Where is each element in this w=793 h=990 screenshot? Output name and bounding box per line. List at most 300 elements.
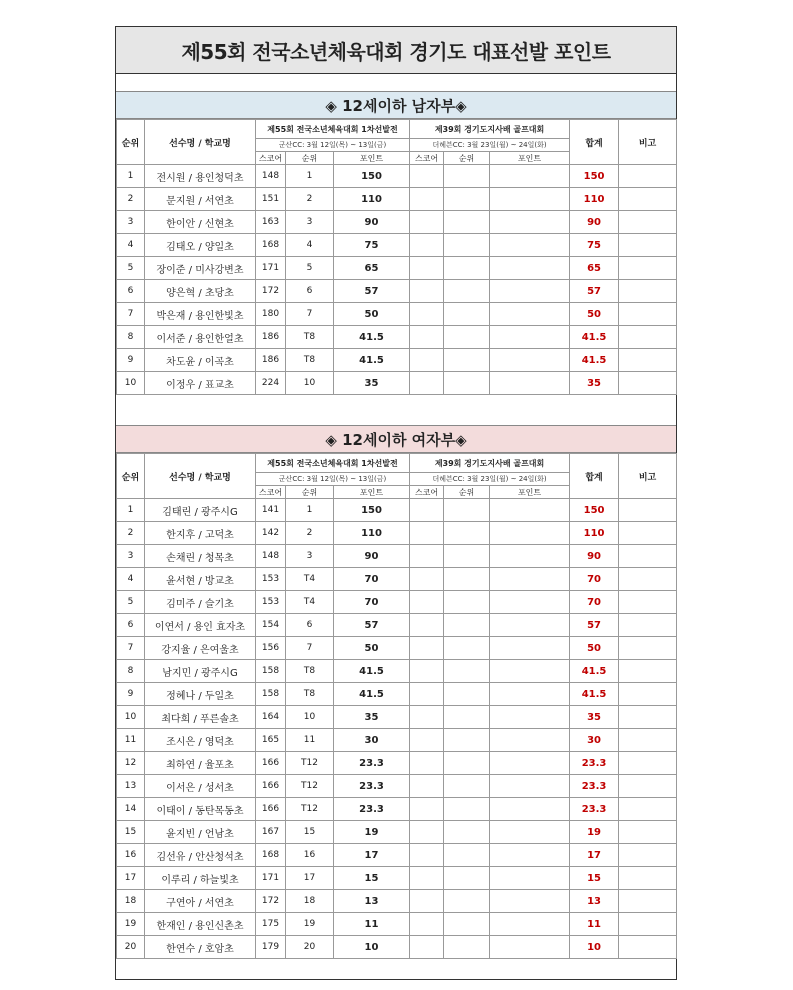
total-cell: 150 bbox=[570, 499, 619, 522]
player-name-cell: 장이준 / 미사강변초 bbox=[145, 257, 256, 280]
table-row bbox=[117, 349, 677, 372]
score-cell: 166 bbox=[256, 798, 286, 821]
points2-cell bbox=[490, 499, 570, 522]
points-cell: 35 bbox=[334, 706, 410, 729]
place2-cell bbox=[444, 257, 490, 280]
points-cell: 23.3 bbox=[334, 752, 410, 775]
note-cell bbox=[619, 280, 677, 303]
place-cell: 11 bbox=[286, 729, 334, 752]
place2-cell bbox=[444, 683, 490, 706]
points2-cell bbox=[490, 729, 570, 752]
points-cell: 65 bbox=[334, 257, 410, 280]
note-cell bbox=[619, 867, 677, 890]
total-cell: 30 bbox=[570, 729, 619, 752]
score2-cell bbox=[410, 890, 444, 913]
points2-cell bbox=[490, 660, 570, 683]
place2-cell bbox=[444, 936, 490, 959]
total-cell: 57 bbox=[570, 280, 619, 303]
points2-cell bbox=[490, 752, 570, 775]
place2-cell bbox=[444, 775, 490, 798]
place2-cell bbox=[444, 499, 490, 522]
note-cell bbox=[619, 165, 677, 188]
place2-cell bbox=[444, 821, 490, 844]
place-cell: 7 bbox=[286, 303, 334, 326]
points-cell: 75 bbox=[334, 234, 410, 257]
note-cell bbox=[619, 913, 677, 936]
table-row bbox=[117, 867, 677, 890]
table-row bbox=[117, 257, 677, 280]
score-header: 스코어 bbox=[256, 486, 286, 499]
place-cell: T12 bbox=[286, 775, 334, 798]
score2-cell bbox=[410, 165, 444, 188]
note-cell bbox=[619, 349, 677, 372]
table-row bbox=[117, 936, 677, 959]
boys-table-body bbox=[117, 165, 677, 395]
rank-cell: 14 bbox=[117, 798, 145, 821]
rank-cell: 7 bbox=[117, 303, 145, 326]
score-cell: 171 bbox=[256, 867, 286, 890]
points2-cell bbox=[490, 890, 570, 913]
rank-cell: 6 bbox=[117, 280, 145, 303]
score-cell: 168 bbox=[256, 844, 286, 867]
player-name-cell: 이연서 / 용인 효자초 bbox=[145, 614, 256, 637]
player-name-cell: 전시원 / 용인청덕초 bbox=[145, 165, 256, 188]
place-cell: 19 bbox=[286, 913, 334, 936]
place2-cell bbox=[444, 591, 490, 614]
rank-cell: 5 bbox=[117, 591, 145, 614]
player-name-cell: 김미주 / 슬기초 bbox=[145, 591, 256, 614]
place-cell: 3 bbox=[286, 545, 334, 568]
rank-cell: 7 bbox=[117, 637, 145, 660]
points2-cell bbox=[490, 326, 570, 349]
rank-cell: 2 bbox=[117, 522, 145, 545]
player-name-cell: 이정우 / 표교초 bbox=[145, 372, 256, 395]
score-cell: 142 bbox=[256, 522, 286, 545]
place2-cell bbox=[444, 165, 490, 188]
place2-cell bbox=[444, 188, 490, 211]
rank-cell: 11 bbox=[117, 729, 145, 752]
place2-cell bbox=[444, 372, 490, 395]
points2-cell bbox=[490, 683, 570, 706]
rank-cell: 3 bbox=[117, 545, 145, 568]
total-cell: 10 bbox=[570, 936, 619, 959]
player-name-cell: 김태린 / 광주시G bbox=[145, 499, 256, 522]
points2-cell bbox=[490, 913, 570, 936]
total-cell: 70 bbox=[570, 591, 619, 614]
score-cell: 179 bbox=[256, 936, 286, 959]
table-row bbox=[117, 637, 677, 660]
points2-cell bbox=[490, 372, 570, 395]
total-cell: 23.3 bbox=[570, 798, 619, 821]
event1-header: 제55회 전국소년체육대회 1차선발전 bbox=[256, 120, 410, 139]
player-name-cell: 조시은 / 영덕초 bbox=[145, 729, 256, 752]
score-header: 스코어 bbox=[256, 152, 286, 165]
girls-table bbox=[116, 453, 677, 959]
total-cell: 75 bbox=[570, 234, 619, 257]
player-name-cell: 문지원 / 서연초 bbox=[145, 188, 256, 211]
table-row bbox=[117, 890, 677, 913]
table-row bbox=[117, 303, 677, 326]
points-cell: 10 bbox=[334, 936, 410, 959]
points-cell: 41.5 bbox=[334, 660, 410, 683]
player-name-cell: 손채린 / 청목초 bbox=[145, 545, 256, 568]
points-cell: 23.3 bbox=[334, 775, 410, 798]
score2-cell bbox=[410, 545, 444, 568]
boys-section-heading: ◈ 12세이하 남자부◈ bbox=[116, 91, 676, 119]
score-cell: 153 bbox=[256, 568, 286, 591]
note-cell bbox=[619, 522, 677, 545]
player-name-cell: 차도윤 / 이곡초 bbox=[145, 349, 256, 372]
score2-cell bbox=[410, 821, 444, 844]
points-header: 포인트 bbox=[334, 152, 410, 165]
points-header: 포인트 bbox=[334, 486, 410, 499]
note-cell bbox=[619, 234, 677, 257]
note-cell bbox=[619, 752, 677, 775]
score2-cell bbox=[410, 936, 444, 959]
rank-cell: 4 bbox=[117, 568, 145, 591]
score2-cell bbox=[410, 326, 444, 349]
note-cell bbox=[619, 637, 677, 660]
table-row bbox=[117, 614, 677, 637]
score-cell: 175 bbox=[256, 913, 286, 936]
place2-cell bbox=[444, 326, 490, 349]
rank-cell: 4 bbox=[117, 234, 145, 257]
place-cell: 6 bbox=[286, 614, 334, 637]
note-cell bbox=[619, 936, 677, 959]
rank-cell: 5 bbox=[117, 257, 145, 280]
place2-cell bbox=[444, 545, 490, 568]
points2-cell bbox=[490, 614, 570, 637]
table-row bbox=[117, 729, 677, 752]
total-cell: 35 bbox=[570, 372, 619, 395]
note-cell bbox=[619, 257, 677, 280]
score2-cell bbox=[410, 637, 444, 660]
rank-cell: 12 bbox=[117, 752, 145, 775]
table-row bbox=[117, 913, 677, 936]
table-row bbox=[117, 844, 677, 867]
table-row bbox=[117, 683, 677, 706]
rank-cell: 6 bbox=[117, 614, 145, 637]
note-cell bbox=[619, 499, 677, 522]
boys-section bbox=[116, 91, 676, 395]
score2-cell bbox=[410, 372, 444, 395]
name-header: 선수명 / 학교명 bbox=[145, 120, 256, 165]
score2-cell bbox=[410, 706, 444, 729]
total-cell: 17 bbox=[570, 844, 619, 867]
points-cell: 150 bbox=[334, 165, 410, 188]
rank-cell: 20 bbox=[117, 936, 145, 959]
note-cell bbox=[619, 798, 677, 821]
total-cell: 50 bbox=[570, 637, 619, 660]
note-cell bbox=[619, 775, 677, 798]
score-cell: 180 bbox=[256, 303, 286, 326]
total-cell: 70 bbox=[570, 568, 619, 591]
event2-subheader: 더헤븐CC: 3월 23일(월) ~ 24일(화) bbox=[410, 139, 570, 152]
total-cell: 41.5 bbox=[570, 326, 619, 349]
place2-cell bbox=[444, 844, 490, 867]
place2-cell bbox=[444, 568, 490, 591]
table-row bbox=[117, 706, 677, 729]
place2-cell bbox=[444, 752, 490, 775]
player-name-cell: 이서준 / 용인한얼초 bbox=[145, 326, 256, 349]
points2-cell bbox=[490, 798, 570, 821]
note-cell bbox=[619, 890, 677, 913]
note-cell bbox=[619, 683, 677, 706]
player-name-cell: 한이안 / 신현초 bbox=[145, 211, 256, 234]
player-name-cell: 이루리 / 하늘빛초 bbox=[145, 867, 256, 890]
points2-cell bbox=[490, 591, 570, 614]
table-row bbox=[117, 234, 677, 257]
table-row bbox=[117, 591, 677, 614]
score-cell: 166 bbox=[256, 752, 286, 775]
rank-cell: 13 bbox=[117, 775, 145, 798]
total-cell: 50 bbox=[570, 303, 619, 326]
points-cell: 17 bbox=[334, 844, 410, 867]
rank-header: 순위 bbox=[117, 120, 145, 165]
total-cell: 57 bbox=[570, 614, 619, 637]
score2-cell bbox=[410, 280, 444, 303]
score-cell: 171 bbox=[256, 257, 286, 280]
score2-cell bbox=[410, 729, 444, 752]
score2-cell bbox=[410, 844, 444, 867]
points2-cell bbox=[490, 936, 570, 959]
player-name-cell: 김태오 / 양일초 bbox=[145, 234, 256, 257]
event1-header: 제55회 전국소년체육대회 1차선발전 bbox=[256, 454, 410, 473]
girls-table-body bbox=[117, 499, 677, 959]
player-name-cell: 남지민 / 광주시G bbox=[145, 660, 256, 683]
score2-cell bbox=[410, 775, 444, 798]
total-header: 합계 bbox=[570, 454, 619, 499]
player-name-cell: 한연수 / 호암초 bbox=[145, 936, 256, 959]
score-cell: 153 bbox=[256, 591, 286, 614]
score-cell: 172 bbox=[256, 280, 286, 303]
rank-cell: 16 bbox=[117, 844, 145, 867]
score2-cell bbox=[410, 683, 444, 706]
total-cell: 90 bbox=[570, 545, 619, 568]
points-cell: 70 bbox=[334, 591, 410, 614]
player-name-cell: 이서은 / 성서초 bbox=[145, 775, 256, 798]
points-cell: 150 bbox=[334, 499, 410, 522]
place-cell: T8 bbox=[286, 683, 334, 706]
points-cell: 41.5 bbox=[334, 349, 410, 372]
total-cell: 41.5 bbox=[570, 660, 619, 683]
points-cell: 23.3 bbox=[334, 798, 410, 821]
player-name-cell: 구연아 / 서연초 bbox=[145, 890, 256, 913]
total-cell: 23.3 bbox=[570, 775, 619, 798]
points-cell: 57 bbox=[334, 614, 410, 637]
total-cell: 150 bbox=[570, 165, 619, 188]
points-cell: 19 bbox=[334, 821, 410, 844]
note-cell bbox=[619, 303, 677, 326]
points-cell: 41.5 bbox=[334, 326, 410, 349]
place-cell: 1 bbox=[286, 499, 334, 522]
score-cell: 167 bbox=[256, 821, 286, 844]
total-cell: 41.5 bbox=[570, 683, 619, 706]
event1-subheader: 군산CC: 3월 12일(목) ~ 13일(금) bbox=[256, 139, 410, 152]
event2-header: 제39회 경기도지사배 골프대회 bbox=[410, 120, 570, 139]
place2-cell bbox=[444, 729, 490, 752]
player-name-cell: 박은재 / 용인한빛초 bbox=[145, 303, 256, 326]
note-cell bbox=[619, 326, 677, 349]
note-header: 비고 bbox=[619, 454, 677, 499]
score-cell: 186 bbox=[256, 326, 286, 349]
score-header: 스코어 bbox=[410, 486, 444, 499]
place-header: 순위 bbox=[444, 152, 490, 165]
note-cell bbox=[619, 568, 677, 591]
score2-cell bbox=[410, 257, 444, 280]
name-header: 선수명 / 학교명 bbox=[145, 454, 256, 499]
points-header: 포인트 bbox=[490, 152, 570, 165]
table-row bbox=[117, 499, 677, 522]
score-cell: 141 bbox=[256, 499, 286, 522]
points2-cell bbox=[490, 349, 570, 372]
place-cell: 2 bbox=[286, 188, 334, 211]
rank-cell: 2 bbox=[117, 188, 145, 211]
score2-cell bbox=[410, 660, 444, 683]
player-name-cell: 최하연 / 율포초 bbox=[145, 752, 256, 775]
points2-cell bbox=[490, 257, 570, 280]
points-cell: 35 bbox=[334, 372, 410, 395]
rank-cell: 1 bbox=[117, 165, 145, 188]
place2-cell bbox=[444, 798, 490, 821]
total-header: 합계 bbox=[570, 120, 619, 165]
player-name-cell: 한지후 / 고덕초 bbox=[145, 522, 256, 545]
rank-cell: 15 bbox=[117, 821, 145, 844]
player-name-cell: 윤서현 / 방교초 bbox=[145, 568, 256, 591]
points-cell: 11 bbox=[334, 913, 410, 936]
rank-cell: 9 bbox=[117, 683, 145, 706]
place-cell: T4 bbox=[286, 568, 334, 591]
score2-cell bbox=[410, 188, 444, 211]
table-row bbox=[117, 821, 677, 844]
score2-cell bbox=[410, 568, 444, 591]
rank-cell: 1 bbox=[117, 499, 145, 522]
place-cell: T12 bbox=[286, 798, 334, 821]
boys-table bbox=[116, 119, 677, 395]
rank-cell: 3 bbox=[117, 211, 145, 234]
table-row bbox=[117, 280, 677, 303]
total-cell: 13 bbox=[570, 890, 619, 913]
score2-cell bbox=[410, 499, 444, 522]
note-cell bbox=[619, 545, 677, 568]
points-cell: 41.5 bbox=[334, 683, 410, 706]
points-cell: 13 bbox=[334, 890, 410, 913]
event2-subheader: 더헤븐CC: 3월 23일(월) ~ 24일(화) bbox=[410, 473, 570, 486]
place-cell: 10 bbox=[286, 706, 334, 729]
total-cell: 110 bbox=[570, 188, 619, 211]
place-cell: 5 bbox=[286, 257, 334, 280]
score-cell: 158 bbox=[256, 683, 286, 706]
place-header: 순위 bbox=[286, 152, 334, 165]
place-header: 순위 bbox=[444, 486, 490, 499]
points2-cell bbox=[490, 706, 570, 729]
points-cell: 90 bbox=[334, 545, 410, 568]
points-cell: 110 bbox=[334, 522, 410, 545]
score2-cell bbox=[410, 211, 444, 234]
points2-cell bbox=[490, 821, 570, 844]
points-header: 포인트 bbox=[490, 486, 570, 499]
total-cell: 65 bbox=[570, 257, 619, 280]
place-cell: T8 bbox=[286, 349, 334, 372]
score2-cell bbox=[410, 522, 444, 545]
place-cell: 10 bbox=[286, 372, 334, 395]
girls-section-heading: ◈ 12세이하 여자부◈ bbox=[116, 425, 676, 453]
points2-cell bbox=[490, 844, 570, 867]
table-row bbox=[117, 775, 677, 798]
total-cell: 11 bbox=[570, 913, 619, 936]
player-name-cell: 한재인 / 용인신촌초 bbox=[145, 913, 256, 936]
points-cell: 110 bbox=[334, 188, 410, 211]
total-cell: 41.5 bbox=[570, 349, 619, 372]
score-cell: 168 bbox=[256, 234, 286, 257]
note-cell bbox=[619, 591, 677, 614]
points-cell: 90 bbox=[334, 211, 410, 234]
place2-cell bbox=[444, 280, 490, 303]
rank-header: 순위 bbox=[117, 454, 145, 499]
rank-cell: 10 bbox=[117, 706, 145, 729]
place-cell: 16 bbox=[286, 844, 334, 867]
place2-cell bbox=[444, 706, 490, 729]
place-cell: 1 bbox=[286, 165, 334, 188]
table-row bbox=[117, 752, 677, 775]
place-cell: 17 bbox=[286, 867, 334, 890]
place2-cell bbox=[444, 303, 490, 326]
table-row bbox=[117, 798, 677, 821]
table-row bbox=[117, 165, 677, 188]
note-cell bbox=[619, 729, 677, 752]
table-row bbox=[117, 188, 677, 211]
score2-cell bbox=[410, 752, 444, 775]
place2-cell bbox=[444, 234, 490, 257]
score-cell: 164 bbox=[256, 706, 286, 729]
points2-cell bbox=[490, 775, 570, 798]
score-cell: 165 bbox=[256, 729, 286, 752]
rank-cell: 17 bbox=[117, 867, 145, 890]
place2-cell bbox=[444, 522, 490, 545]
player-name-cell: 윤지빈 / 언남초 bbox=[145, 821, 256, 844]
place2-cell bbox=[444, 637, 490, 660]
points2-cell bbox=[490, 867, 570, 890]
total-cell: 15 bbox=[570, 867, 619, 890]
points-sheet bbox=[115, 26, 677, 980]
score-cell: 148 bbox=[256, 165, 286, 188]
points2-cell bbox=[490, 303, 570, 326]
points-cell: 50 bbox=[334, 637, 410, 660]
place-cell: T12 bbox=[286, 752, 334, 775]
rank-cell: 8 bbox=[117, 660, 145, 683]
player-name-cell: 김선유 / 안산청석초 bbox=[145, 844, 256, 867]
points2-cell bbox=[490, 165, 570, 188]
score2-cell bbox=[410, 913, 444, 936]
score2-cell bbox=[410, 798, 444, 821]
score2-cell bbox=[410, 614, 444, 637]
place-cell: 20 bbox=[286, 936, 334, 959]
place2-cell bbox=[444, 913, 490, 936]
total-cell: 35 bbox=[570, 706, 619, 729]
points-cell: 70 bbox=[334, 568, 410, 591]
player-name-cell: 강지율 / 은여울초 bbox=[145, 637, 256, 660]
place2-cell bbox=[444, 211, 490, 234]
note-cell bbox=[619, 614, 677, 637]
table-row bbox=[117, 211, 677, 234]
note-cell bbox=[619, 821, 677, 844]
score-cell: 172 bbox=[256, 890, 286, 913]
place2-cell bbox=[444, 349, 490, 372]
event2-header: 제39회 경기도지사배 골프대회 bbox=[410, 454, 570, 473]
place2-cell bbox=[444, 660, 490, 683]
place-cell: 15 bbox=[286, 821, 334, 844]
points2-cell bbox=[490, 280, 570, 303]
